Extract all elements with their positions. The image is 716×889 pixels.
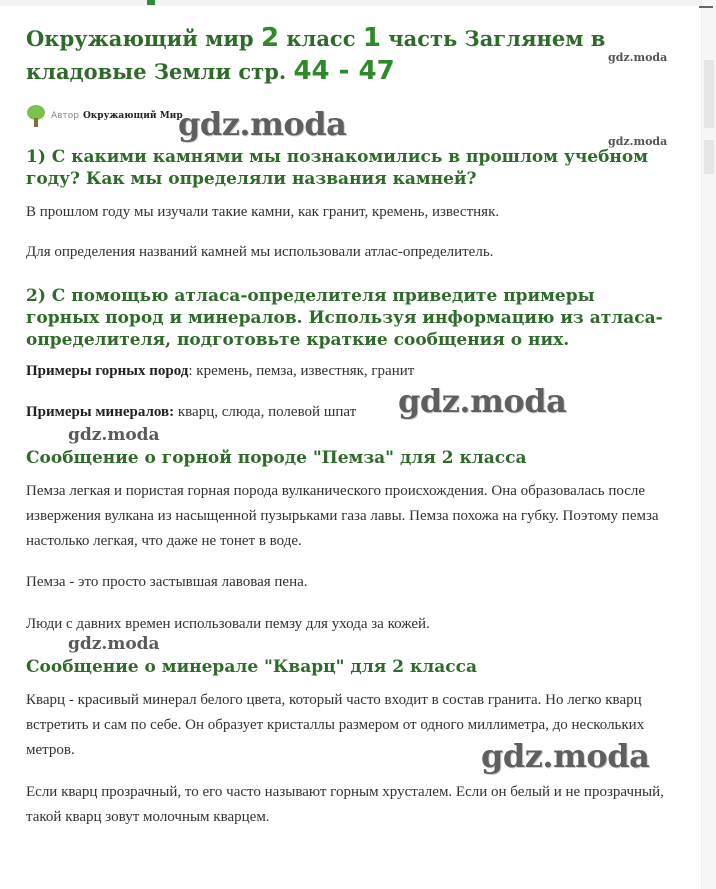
watermark: gdz.moda (398, 382, 567, 420)
title-part-number: 1 (362, 23, 381, 53)
pumice-paragraph-2: Пемза - это просто застывшая лавовая пена. (26, 574, 308, 590)
pumice-heading: Сообщение о горной породе "Пемза" для 2 класса (26, 448, 527, 468)
author-line (25, 104, 183, 128)
watermark: gdz.moda (608, 135, 668, 148)
watermark: gdz.moda (68, 425, 160, 445)
title-grade: 2 (260, 23, 280, 53)
watermark: gdz.moda (608, 51, 668, 64)
quartz-paragraph-2: Если кварц прозрачный, то его часто называют горным хрусталем. Если он белый и не прозрачный, такой кварц зовут молочным кварцем. (26, 784, 664, 825)
author-name[interactable]: Окружающий Мир (82, 111, 183, 121)
title-part: Окружающий мир (26, 26, 261, 51)
title-part: часть Заглянем в кладовые Земли стр. (26, 26, 606, 84)
question-1-heading: 1) С какими камнями мы познакомились в прошлом учебном году? Как мы определяли названия камней? (26, 147, 648, 189)
watermark: gdz.moda (68, 634, 160, 654)
sidebar-block (704, 60, 714, 128)
rocks-value: : кремень, пемза, известняк, гранит (188, 363, 415, 379)
page-title (26, 22, 626, 88)
title-pages: 44 - 47 (293, 56, 395, 86)
title-part: класс (279, 26, 363, 51)
corner-tick (699, 6, 713, 8)
right-sidebar (701, 0, 716, 889)
q1-answer-1: В прошлом году мы изучали такие камни, как гранит, кремень, известняк. (26, 204, 500, 220)
author-label: Автор (51, 111, 79, 121)
green-marker (147, 0, 155, 5)
pumice-paragraph-3: Люди с давних времен использовали пемзу для ухода за кожей. (26, 616, 430, 632)
rocks-examples (26, 359, 676, 384)
pumice-paragraph-1: Пемза легкая и пористая горная порода вулканического происхождения. Она образовалась после извержения вулкана из насыщенной пузырьками газа лавы. Пемза похожа на губку. Поэтому пемза настолько легкая, что даже не тонет в воде. (26, 483, 659, 549)
quartz-paragraph-1: Кварц - красивый минерал белого цвета, который часто входит в состав гранита. Но легко кварц встретить и сам по себе. Он образует кристаллы размером от одного миллиметра, до нескольких метров. (26, 692, 645, 758)
top-strip (0, 0, 716, 6)
watermark: gdz.moda (178, 105, 347, 143)
quartz-heading: Сообщение о минерале "Кварц" для 2 класса (26, 657, 477, 677)
watermark: gdz.moda (481, 737, 650, 775)
sidebar-block (704, 140, 714, 174)
q1-answer-2: Для определения названий камней мы использовали атлас-определитель. (26, 244, 494, 260)
rocks-label: Примеры горных пород (26, 363, 189, 379)
minerals-examples (26, 400, 676, 425)
minerals-value: кварц, слюда, полевой шпат (174, 404, 357, 420)
tree-icon (25, 105, 47, 127)
minerals-label: Примеры минералов: (26, 404, 175, 420)
question-2-heading: 2) С помощью атласа-определителя приведите примеры горных пород и минералов. Используя информацию из атласа-определителя, подготовьте краткие сообщения о них. (26, 286, 663, 350)
